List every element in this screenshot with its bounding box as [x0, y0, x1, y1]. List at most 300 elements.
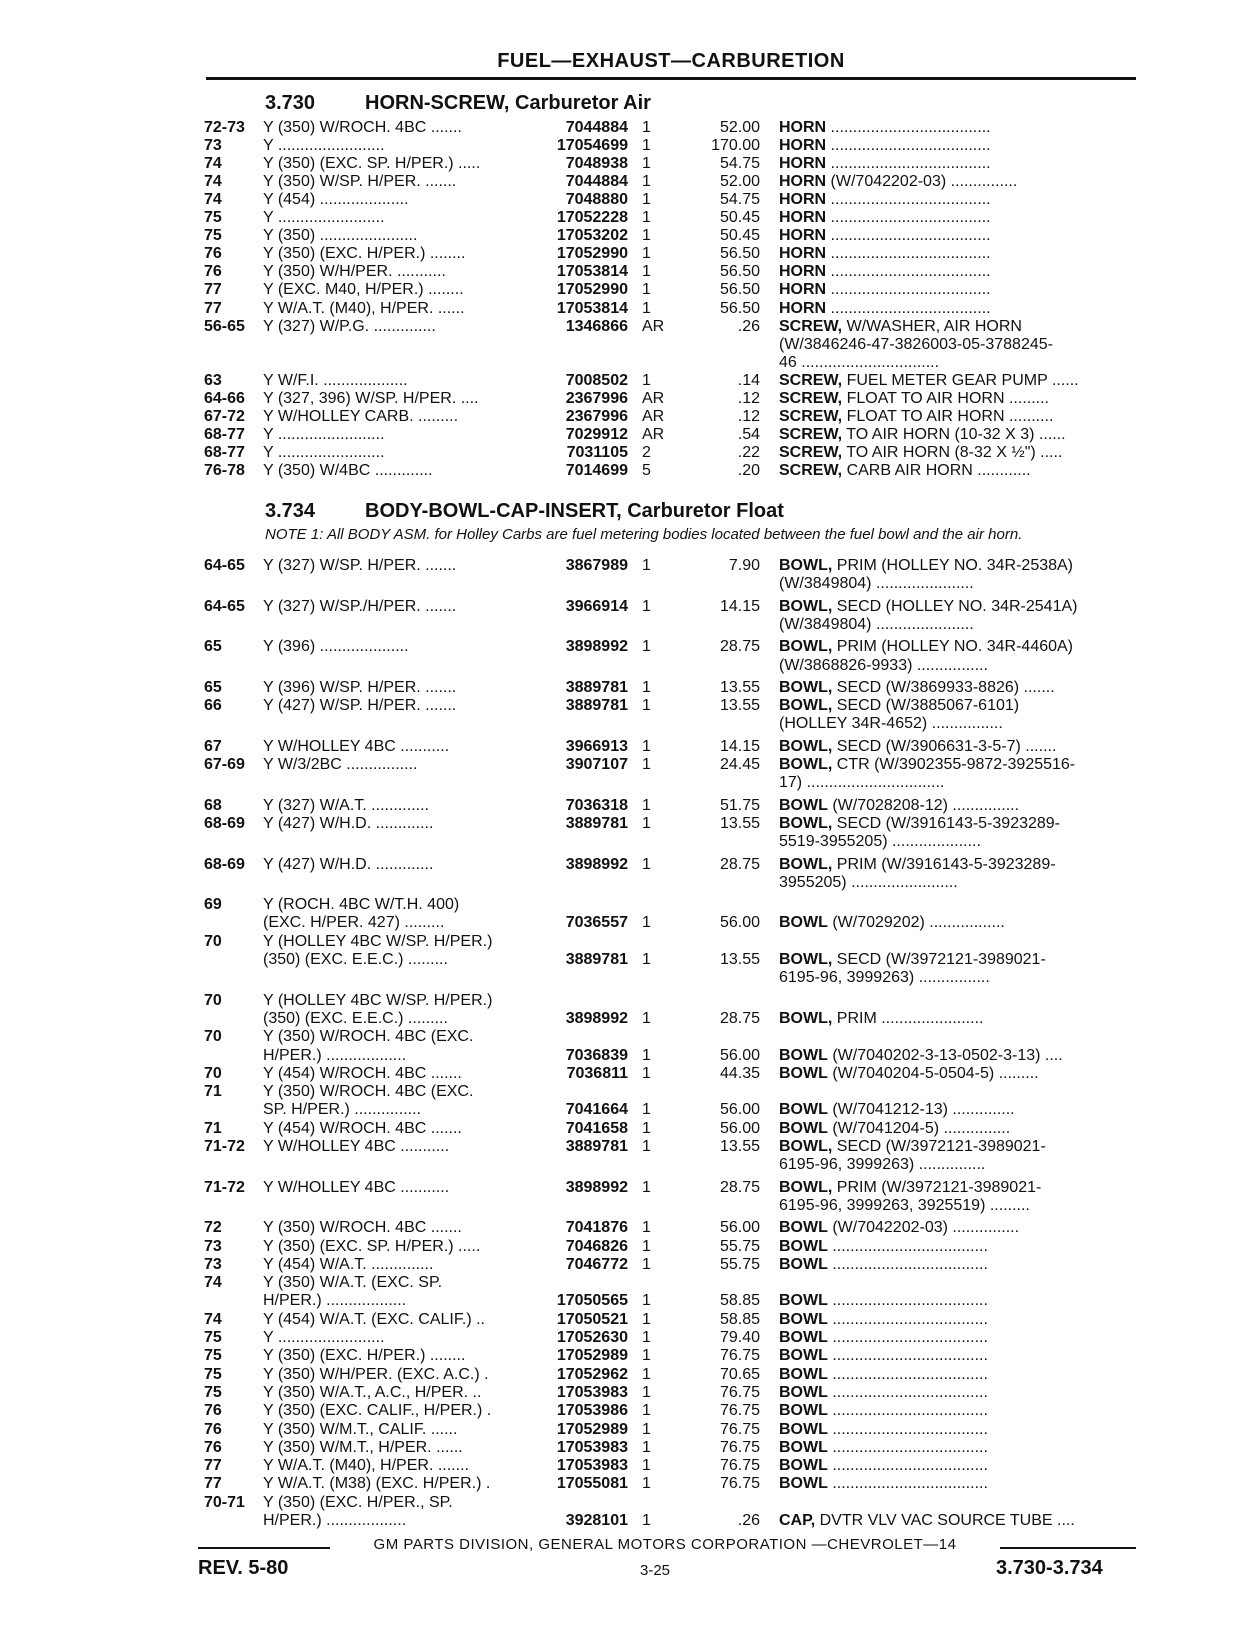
quantity: 1	[642, 371, 651, 389]
application: Y (350) W/SP. H/PER. .......	[263, 173, 457, 191]
price: 58.85	[719, 1310, 760, 1328]
price: 170.00	[711, 137, 760, 155]
price: 13.55	[719, 814, 760, 832]
part-number: 17053814	[556, 299, 628, 317]
price: 44.35	[719, 1064, 760, 1082]
parts-row	[0, 1310, 1240, 1329]
description	[779, 1137, 1139, 1156]
description-keyword: HORN	[779, 227, 827, 245]
quantity: 1	[642, 1101, 651, 1119]
part-number: 7029912	[565, 425, 628, 443]
quantity: 1	[642, 855, 651, 873]
model-year: 74	[204, 1310, 222, 1328]
application: Y ........................	[263, 1329, 385, 1346]
description	[779, 796, 1139, 815]
price: .26	[737, 1512, 760, 1529]
parts-row	[0, 1291, 1240, 1310]
description-text: ...................................	[827, 1383, 988, 1401]
description-keyword: BOWL,	[779, 756, 833, 773]
description	[779, 1155, 1139, 1174]
application: Y (350) (EXC. SP. H/PER.) .....	[263, 155, 481, 173]
application: Y W/A.T. (M40), H/PER. ......	[263, 299, 465, 317]
application: Y (327, 396) W/SP. H/PER. ....	[263, 389, 479, 407]
description	[779, 1119, 1139, 1138]
description-text: (W/7042202-03) ...............	[827, 1219, 1020, 1237]
quantity: AR	[642, 407, 665, 425]
description-text: (W/3849804) ......................	[779, 575, 974, 593]
description-keyword: BOWL,	[779, 1178, 833, 1196]
quantity: 1	[642, 1402, 651, 1420]
description-text: ...................................	[827, 1292, 988, 1310]
application: Y (427) W/H.D. .............	[263, 855, 434, 873]
parts-row	[0, 913, 1240, 932]
description	[779, 1310, 1139, 1329]
description-text: 3955205) ........................	[779, 873, 958, 891]
parts-row	[0, 208, 1240, 227]
parts-row	[0, 873, 1240, 892]
application: Y (350) (EXC. H/PER., SP.	[263, 1493, 453, 1511]
part-number: 17052990	[556, 281, 628, 299]
model-year: 76	[204, 1438, 222, 1456]
parts-row	[0, 136, 1240, 155]
parts-row	[0, 932, 1240, 951]
price: 70.65	[719, 1365, 760, 1383]
parts-row	[0, 1196, 1240, 1215]
description	[779, 190, 1139, 209]
footer-page-number: 3-25	[640, 1562, 671, 1579]
quantity: 1	[642, 299, 651, 317]
parts-row	[0, 1119, 1240, 1138]
application: Y (454) W/A.T. (EXC. CALIF.) ..	[263, 1310, 485, 1328]
application: Y (HOLLEY 4BC W/SP. H/PER.)	[263, 991, 493, 1009]
parts-row	[0, 461, 1240, 480]
description-keyword: BOWL	[779, 1383, 828, 1401]
description-text: ...................................	[827, 1237, 988, 1255]
price: 54.75	[719, 155, 760, 173]
description-keyword: BOWL,	[779, 737, 833, 755]
description	[779, 832, 1139, 851]
part-number: 17053986	[556, 1402, 628, 1420]
description-text: ...................................	[827, 1365, 988, 1383]
section-title-horn-screw	[265, 92, 651, 115]
quantity: 1	[642, 155, 651, 173]
description-keyword: SCREW,	[779, 443, 843, 461]
part-number: 7036318	[565, 796, 628, 814]
price: 28.75	[719, 638, 760, 656]
part-number: 7046826	[565, 1237, 628, 1255]
price: 56.00	[719, 914, 760, 932]
quantity: 1	[642, 951, 651, 968]
model-year: 64-65	[204, 557, 245, 574]
section-heading: BODY-BOWL-CAP-INSERT,	[365, 500, 622, 522]
description	[779, 755, 1139, 774]
model-year: 77	[204, 299, 222, 317]
description-text: (W/3868826-9933) ................	[779, 656, 988, 674]
quantity: 1	[642, 1255, 651, 1273]
quantity: 1	[642, 173, 651, 191]
part-number: 17052228	[556, 209, 628, 227]
header-rule	[206, 77, 1136, 80]
parts-row	[0, 991, 1240, 1010]
description-text: ....................................	[826, 245, 991, 263]
application: (350) (EXC. E.E.C.) .........	[263, 1009, 448, 1027]
description-keyword: BOWL,	[779, 814, 833, 832]
section-number: 3.730	[265, 92, 316, 114]
application: Y (EXC. M40, H/PER.) ........	[263, 281, 464, 299]
application: Y W/3/2BC ................	[263, 756, 418, 773]
description	[779, 280, 1139, 299]
part-number: 17050565	[556, 1292, 628, 1310]
description-text: ...................................	[827, 1420, 988, 1438]
parts-row	[0, 796, 1240, 815]
model-year: 63	[204, 371, 222, 389]
quantity: 1	[642, 1119, 651, 1137]
description-text: PRIM (HOLLEY NO. 34R-2538A)	[832, 557, 1074, 574]
part-number: 3898992	[565, 855, 628, 873]
quantity: 1	[642, 281, 651, 299]
description	[779, 913, 1139, 932]
model-year: 68-77	[204, 425, 245, 443]
parts-row	[0, 737, 1240, 756]
application: Y (350) W/H/PER. ...........	[263, 263, 446, 281]
parts-row	[0, 1493, 1240, 1512]
parts-row	[0, 1046, 1240, 1065]
description-keyword: BOWL,	[779, 697, 833, 715]
description-text: TO AIR HORN (10-32 X 3) ......	[842, 425, 1066, 443]
application: Y (327) W/SP. H/PER. .......	[263, 557, 457, 574]
description	[779, 1365, 1139, 1384]
application: H/PER.) ..................	[263, 1512, 407, 1529]
description-text: FLOAT TO AIR HORN ..........	[842, 407, 1054, 425]
description	[779, 773, 1139, 792]
description-text: (W/3849804) ......................	[779, 615, 974, 633]
description-keyword: HORN	[779, 173, 827, 191]
description-keyword: BOWL,	[779, 951, 833, 968]
model-year: 65	[204, 678, 222, 696]
quantity: 1	[642, 756, 651, 773]
description	[779, 1218, 1139, 1237]
quantity: 1	[642, 1457, 651, 1475]
description	[779, 1346, 1139, 1365]
description-keyword: BOWL	[779, 1457, 828, 1475]
price: 13.55	[719, 697, 760, 715]
price: 24.45	[719, 756, 760, 773]
part-number: 3889781	[565, 951, 628, 968]
section-subtitle: Carburetor Air	[515, 92, 651, 114]
application: Y (350) (EXC. CALIF., H/PER.) .	[263, 1402, 492, 1420]
description-text: ...................................	[827, 1310, 988, 1328]
price: 54.75	[719, 191, 760, 209]
price: .12	[737, 407, 760, 425]
price: 51.75	[719, 796, 760, 814]
application: Y (350) W/M.T., CALIF. ......	[263, 1420, 458, 1438]
quantity: 5	[642, 461, 651, 479]
description-keyword: SCREW,	[779, 425, 843, 443]
parts-row	[0, 1155, 1240, 1174]
description-keyword: BOWL	[779, 914, 828, 932]
quantity: 1	[642, 1438, 651, 1456]
price: 50.45	[719, 227, 760, 245]
description-keyword: BOWL,	[779, 678, 833, 696]
section-note: NOTE 1: All BODY ASM. for Holley Carbs are fuel metering bodies located between the fuel bowl and the air horn.	[265, 526, 1023, 543]
part-number: 3889781	[565, 697, 628, 715]
application: Y (350) W/H/PER. (EXC. A.C.) .	[263, 1365, 489, 1383]
description-text: ...................................	[827, 1457, 988, 1475]
quantity: AR	[642, 389, 665, 407]
price: 13.55	[719, 678, 760, 696]
parts-row	[0, 443, 1240, 462]
description	[779, 1178, 1139, 1197]
description-keyword: SCREW,	[779, 389, 843, 407]
description-keyword: BOWL	[779, 1219, 828, 1237]
quantity: 1	[642, 697, 651, 715]
description	[779, 154, 1139, 173]
description	[779, 1474, 1139, 1493]
parts-row	[0, 1401, 1240, 1420]
description	[779, 1046, 1139, 1065]
parts-row	[0, 154, 1240, 173]
page-header: FUEL—EXHAUST—CARBURETION	[497, 50, 845, 72]
part-number: 17052962	[556, 1365, 628, 1383]
application: Y (454) W/ROCH. 4BC .......	[263, 1119, 462, 1137]
model-year: 64-65	[204, 597, 245, 615]
quantity: 1	[642, 557, 651, 574]
description-text: FUEL METER GEAR PUMP ......	[842, 371, 1079, 389]
application: (350) (EXC. E.E.C.) .........	[263, 951, 448, 968]
parts-row	[0, 226, 1240, 245]
description	[779, 656, 1139, 675]
description	[779, 950, 1139, 969]
part-number: 7044884	[565, 119, 628, 136]
application: Y (350) (EXC. H/PER.) ........	[263, 1347, 466, 1365]
parts-row	[0, 1064, 1240, 1083]
description	[779, 737, 1139, 756]
model-year: 71-72	[204, 1178, 245, 1196]
description-text: ...................................	[827, 1329, 988, 1346]
model-year: 68	[204, 796, 222, 814]
model-year: 70	[204, 932, 222, 950]
description-text: (W/7042202-03) ...............	[826, 173, 1018, 191]
application: Y (350) W/ROCH. 4BC .......	[263, 119, 462, 136]
description	[779, 1328, 1139, 1347]
description-text: ....................................	[826, 227, 991, 245]
description-keyword: HORN	[779, 191, 827, 209]
parts-row	[0, 1237, 1240, 1256]
part-number: 17053814	[556, 263, 628, 281]
part-number: 7036811	[566, 1064, 628, 1082]
description-text: ....................................	[826, 299, 991, 317]
part-number: 7048938	[565, 155, 628, 173]
model-year: 70	[204, 991, 222, 1009]
model-year: 74	[204, 173, 222, 191]
description	[779, 1438, 1139, 1457]
model-year: 69	[204, 896, 222, 914]
part-number: 7036839	[565, 1046, 628, 1064]
quantity: 1	[642, 1237, 651, 1255]
part-number: 1346866	[565, 317, 628, 335]
description	[779, 968, 1139, 987]
description-text: 6195-96, 3999263) ...............	[779, 1156, 986, 1174]
description-keyword: HORN	[779, 119, 827, 136]
description	[779, 1009, 1139, 1028]
model-year: 75	[204, 227, 222, 245]
description-text: ....................................	[826, 119, 991, 136]
parts-row	[0, 425, 1240, 444]
description	[779, 556, 1139, 575]
description	[779, 1237, 1139, 1256]
price: 28.75	[719, 855, 760, 873]
model-year: 76	[204, 1402, 222, 1420]
description-text: PRIM .......................	[832, 1009, 984, 1027]
price: 76.75	[719, 1347, 760, 1365]
part-number: 2367996	[565, 389, 628, 407]
description	[779, 1064, 1139, 1083]
price: 56.00	[719, 1219, 760, 1237]
part-number: 17054699	[556, 137, 628, 155]
quantity: 1	[642, 1009, 651, 1027]
description-text: ....................................	[826, 281, 991, 299]
application: H/PER.) ..................	[263, 1292, 407, 1310]
description	[779, 873, 1139, 892]
price: 52.00	[719, 119, 760, 136]
model-year: 74	[204, 1274, 222, 1292]
parts-row	[0, 895, 1240, 914]
model-year: 71	[204, 1119, 222, 1137]
parts-row	[0, 597, 1240, 616]
quantity: 1	[642, 914, 651, 932]
parts-row	[0, 1456, 1240, 1475]
price: 76.75	[719, 1383, 760, 1401]
parts-row	[0, 1082, 1240, 1101]
parts-row	[0, 1009, 1240, 1028]
description	[779, 226, 1139, 245]
quantity: 1	[642, 227, 651, 245]
quantity: 1	[642, 1064, 651, 1082]
part-number: 17053983	[556, 1438, 628, 1456]
part-number: 3889781	[565, 678, 628, 696]
parts-row	[0, 262, 1240, 281]
application: H/PER.) ..................	[263, 1046, 407, 1064]
application: Y (454) ....................	[263, 191, 409, 209]
price: 79.40	[719, 1329, 760, 1346]
description-text: (HOLLEY 34R-4652) ................	[779, 715, 1003, 733]
price: 7.90	[728, 557, 760, 574]
description	[779, 1291, 1139, 1310]
price: .14	[737, 371, 760, 389]
model-year: 77	[204, 1475, 222, 1493]
model-year: 76	[204, 1420, 222, 1438]
model-year: 67-69	[204, 756, 245, 773]
application: Y (350) W/ROCH. 4BC (EXC.	[263, 1083, 474, 1101]
parts-row	[0, 1218, 1240, 1237]
model-year: 70	[204, 1064, 222, 1082]
parts-row	[0, 950, 1240, 969]
parts-row	[0, 968, 1240, 987]
description-text: ...................................	[827, 1347, 988, 1365]
description-keyword: BOWL	[779, 1475, 828, 1493]
application: Y (350) (EXC. H/PER.) ........	[263, 245, 466, 263]
part-number: 3889781	[565, 814, 628, 832]
price: 14.15	[719, 597, 760, 615]
parts-row	[0, 855, 1240, 874]
application: Y (327) W/P.G. ..............	[263, 317, 436, 335]
description-keyword: HORN	[779, 281, 827, 299]
quantity: 1	[642, 245, 651, 263]
part-number: 3898992	[565, 1178, 628, 1196]
model-year: 73	[204, 137, 222, 155]
quantity: 1	[642, 1329, 651, 1346]
description	[779, 299, 1139, 318]
section-title-body-bowl	[265, 500, 784, 523]
description	[779, 136, 1139, 155]
description-text: (W/7041204-5) ...............	[827, 1119, 1011, 1137]
description-keyword: BOWL	[779, 1310, 828, 1328]
part-number: 7041876	[565, 1219, 628, 1237]
parts-row	[0, 118, 1240, 137]
description-keyword: BOWL	[779, 1347, 828, 1365]
application: Y (396) ....................	[263, 638, 409, 656]
part-number: 7031105	[566, 443, 628, 461]
price: 13.55	[719, 951, 760, 968]
description-keyword: HORN	[779, 263, 827, 281]
part-number: 7014699	[565, 461, 628, 479]
parts-row	[0, 299, 1240, 318]
description-keyword: BOWL	[779, 1046, 828, 1064]
price: .22	[737, 443, 760, 461]
price: 28.75	[719, 1009, 760, 1027]
description-text: 46 ...............................	[779, 353, 940, 371]
application: Y (454) W/A.T. ..............	[263, 1255, 434, 1273]
model-year: 77	[204, 1457, 222, 1475]
part-number: 17053983	[556, 1457, 628, 1475]
price: 56.50	[719, 281, 760, 299]
description-text: ...................................	[827, 1438, 988, 1456]
description-keyword: BOWL,	[779, 855, 833, 873]
model-year: 56-65	[204, 317, 245, 335]
parts-row	[0, 244, 1240, 263]
price: 50.45	[719, 209, 760, 227]
application: Y W/A.T. (M38) (EXC. H/PER.) .	[263, 1475, 491, 1493]
description-keyword: BOWL	[779, 1365, 828, 1383]
description-text: ....................................	[826, 209, 991, 227]
model-year: 74	[204, 155, 222, 173]
part-number: 17052989	[556, 1420, 628, 1438]
quantity: 1	[642, 137, 651, 155]
parts-row	[0, 755, 1240, 774]
description-text: SECD (W/3972121-3989021-	[832, 951, 1046, 968]
quantity: 1	[642, 1512, 651, 1529]
description-text: (W/7041212-13) ..............	[827, 1101, 1015, 1119]
description	[779, 1401, 1139, 1420]
application: Y W/HOLLEY 4BC ...........	[263, 737, 450, 755]
description-text: SECD (W/3906631-3-5-7) .......	[832, 737, 1057, 755]
parts-row	[0, 814, 1240, 833]
part-number: 17053202	[556, 227, 628, 245]
application: Y ........................	[263, 425, 385, 443]
description-keyword: BOWL	[779, 1237, 828, 1255]
description	[779, 574, 1139, 593]
parts-row	[0, 335, 1240, 354]
description-text: 5519-3955205) ....................	[779, 833, 981, 851]
model-year: 68-77	[204, 443, 245, 461]
description-keyword: HORN	[779, 245, 827, 263]
description	[779, 371, 1139, 390]
footer-section-range: 3.730-3.734	[996, 1557, 1103, 1579]
application: Y (350) W/M.T., H/PER. ......	[263, 1438, 463, 1456]
description	[779, 696, 1139, 715]
description-keyword: BOWL	[779, 1292, 828, 1310]
model-year: 76	[204, 245, 222, 263]
